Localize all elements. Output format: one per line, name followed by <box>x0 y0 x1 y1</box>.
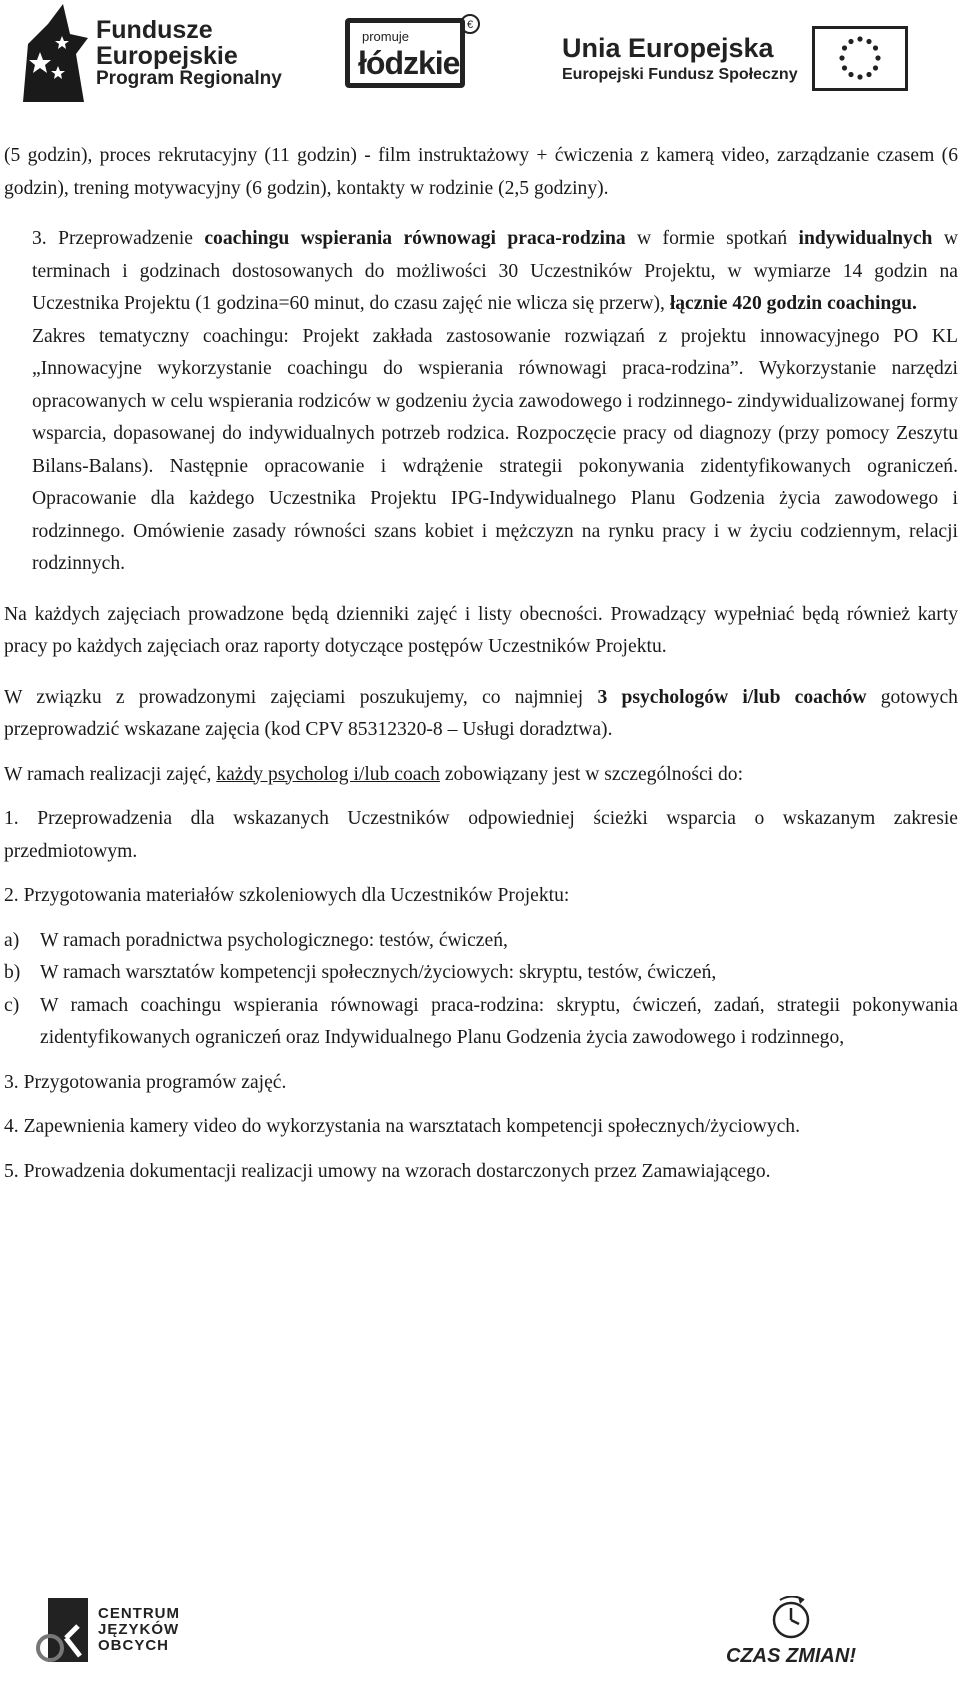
lodz-big: łódzkie <box>358 45 460 81</box>
clock-icon <box>766 1596 816 1640</box>
paragraph-2: 3. Przeprowadzenie coachingu wspierania równowagi praca-rodzina w formie spotkań indywidualnych w terminach i godzinach dostosowanych do możliwości 30 Uczestników Projektu, w wymiarze 14 godzin na Uczestnika Projektu (1 godzina=60 minut, do czasu zajęć nie wlicza się przerw), łącznie 420 godzin coachingu. <box>32 228 958 314</box>
lodzkie-logo <box>345 18 481 88</box>
cjo-line3: OBCYCH <box>98 1637 170 1654</box>
ue-sub: Europejski Fundusz Społeczny <box>562 66 798 83</box>
unia-europejska-logo <box>562 26 908 91</box>
page-header <box>0 0 960 115</box>
paragraph-11: 5. Prowadzenia dokumentacji realizacji umowy na wzorach dostarczonych przez Zamawiającego. <box>4 1160 771 1182</box>
document-body <box>4 140 958 1188</box>
ue-title: Unia Europejska <box>562 33 774 63</box>
fe-line1: Fundusze <box>96 15 213 44</box>
paragraph-1: (5 godzin), proces rekrutacyjny (11 godzin) - film instruktażowy + ćwiczenia z kamerą video, zarządzanie czasem (6 godzin), trening motywacyjny (6 godzin), kontakty w rodzinie (2,5 godziny). <box>4 145 958 199</box>
paragraph-9: 3. Przygotowania programów zajęć. <box>4 1071 287 1093</box>
svg-text:€: € <box>466 19 474 31</box>
paragraph-6: W ramach realizacji zajęć, każdy psycholog i/lub coach zobowiązany jest w szczególności do: <box>4 763 744 785</box>
czas-zmian-text: CZAS ZMIAN! <box>726 1645 856 1667</box>
paragraph-5: W związku z prowadzonymi zajęciami poszukujemy, co najmniej 3 psychologów i/lub coachów gotowych przeprowadzić wskazane zajęcia (kod CPV 85312320-8 – Usługi doradztwa). <box>4 686 958 740</box>
czas-zmian-logo <box>716 1596 866 1668</box>
paragraph-7: 1. Przeprowadzenia dla wskazanych Uczestników odpowiedniej ścieżki wsparcia o wskazanym zakresie przedmiotowym. <box>4 808 958 862</box>
centrum-jezykow-obcych-logo <box>36 1598 180 1662</box>
paragraph-8: 2. Przygotowania materiałów szkoleniowych dla Uczestników Projektu: <box>4 885 570 906</box>
list-item-c: c) W ramach coachingu wspierania równowagi praca-rodzina: skryptu, ćwiczeń, zadań, strategii pokonywania zidentyfikowanych ograniczeń oraz Indywidualnego Planu Godzenia życia zawodowego i rodzinnego, <box>4 994 958 1048</box>
paragraph-4: Na każdych zajęciach prowadzone będą dzienniki zajęć i listy obecności. Prowadzący wypełniać będą również karty pracy po każdych zajęciach oraz raporty dotyczące postępów Uczestników Projektu. <box>4 603 958 657</box>
fundusze-europejskie-logo <box>18 4 282 102</box>
fe-stars-icon <box>18 4 88 102</box>
list-item-a: a) W ramach poradnictwa psychologicznego: testów, ćwiczeń, <box>4 929 508 951</box>
ok-logo-icon <box>36 1598 92 1662</box>
fe-line3: Program Regionalny <box>96 68 282 90</box>
fe-line2: Europejskie <box>96 42 238 71</box>
paragraph-10: 4. Zapewnienia kamery video do wykorzystania na warsztatach kompetencji społecznych/życiowych. <box>4 1116 800 1137</box>
cjo-line2: JĘZYKÓW <box>98 1621 180 1638</box>
lodz-small: promuje <box>362 29 409 44</box>
paragraph-3: Zakres tematyczny coachingu: Projekt zakłada zastosowanie rozwiązań z projektu innowacyjnego PO KL „Innowacyjne wykorzystanie coachingu do wspierania równowagi praca-rodzina”. Wykorzystanie narzędzi opracowanych w celu wspierania rodziców w godzeniu życia zawodowego i rodzinnego- zindywidualizowanej formy wsparcia, dopasowanej do indywidualnych potrzeb rodzica. Rozpoczęcie pracy od diagnozy (przy pomocy Zeszytu Bilans-Balans). Następnie opracowanie i wdrążenie strategii pokonywania zidentyfikowanych ograniczeń. Opracowanie dla każdego Uczestnika Projektu IPG-Indywidualnego Planu Godzenia życia zawodowego i rodzinnego. Omówienie zasady równości szans kobiet i mężczyzn na rynku pracy i w życiu codziennym, relacji rodzinnych. <box>32 325 958 574</box>
list-item-b: b) W ramach warsztatów kompetencji społecznych/życiowych: skryptu, testów, ćwiczeń, <box>4 962 717 983</box>
eu-flag-icon <box>812 26 908 91</box>
cjo-line1: CENTRUM <box>98 1605 180 1622</box>
